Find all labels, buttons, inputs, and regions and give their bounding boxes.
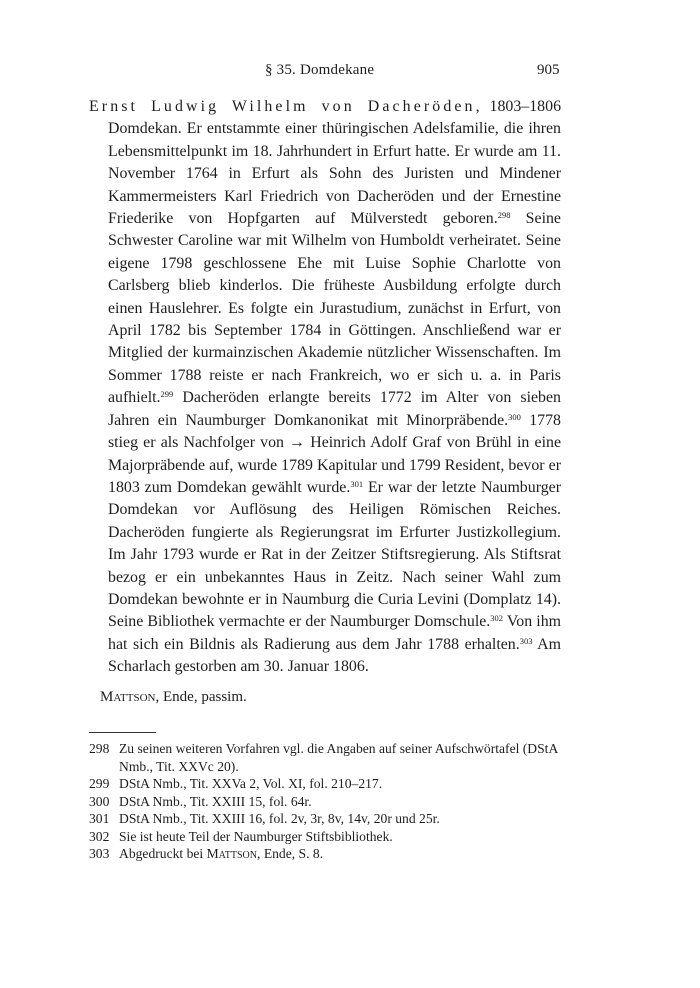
entry-text: Dacheröden erlangte bereits 1772 im Alter von sieben Jahren ein Naumburger Domkanonikat mit Minorpräbende. (108, 389, 561, 429)
footnote-number: 302 (89, 828, 110, 844)
footnote-number: 301 (89, 811, 110, 826)
entry-text: Seine Schwester Caroline war mit Wilhelm von Humboldt verheiratet. Seine eigene 1798 geschlossene Ehe mit Luise Sophie Charlotte von Carlsberg blieb kinderlos. Die früheste Ausbildung erfolgte durch einen Hauslehrer. Es folgte ein Jurastudium, zunächst in Erfurt, von April 1782 bis September 1784 in Göttingen. Anschließend war er Mitglied der kurmainzischen Akademie nützlicher Wissenschaften. Im Sommer 1788 reiste er nach Frankreich, wo er sich u. a. in Paris aufhielt. (108, 210, 561, 407)
footnote-ref[interactable]: 301 (350, 478, 364, 489)
footnote-ref[interactable]: 303 (519, 635, 533, 646)
footnote (89, 793, 569, 811)
footnote (89, 845, 569, 863)
entry-text: 1778 stieg er als Nachfolger von → Heinrich Adolf Graf von Brühl in eine Majorpräbende auf, wurde 1789 Kapitular und 1799 Resident, bevor er 1803 zum Domdekan gewählt wurde. (108, 411, 561, 496)
footnote-text: DStA Nmb., Tit. XXIII 16, fol. 2v, 3r, 8v, 14v, 20r und 25r. (119, 811, 440, 826)
footnote (89, 810, 569, 828)
footnote-ref[interactable]: 299 (160, 389, 174, 400)
citation-author: Mattson (100, 688, 156, 705)
footnote-text: DStA Nmb., Tit. XXIII 15, fol. 64r. (119, 793, 312, 809)
footnote-text: , Ende, S. 8. (257, 846, 324, 861)
main-text (89, 96, 561, 708)
footnote-author: Mattson (206, 846, 258, 861)
footnote (89, 775, 569, 793)
entry-text: Er war der letzte Naumburger Domdekan vor Auflösung des Heiligen Römischen Reiches. Dacheröden fungierte als Regierungsrat im Erfurter Justizkollegium. Im Jahr 1793 wurde er Rat in der Zeitzer Stiftsregierung. Als Stiftsrat bezog er ein unbekanntes Haus in Zeitz. Nach seiner Wahl zum Domdekan bewohnte er in Naumburg die Curia Levini (Domplatz 14). Seine Bibliothek vermachte er der Naumburger Domschule. (108, 478, 561, 631)
footnote-ref[interactable]: 298 (497, 210, 511, 221)
section-title: § 35. Domdekane (265, 62, 375, 78)
footnote-number: 303 (89, 846, 110, 861)
biography-entry (89, 96, 561, 679)
footnote (89, 740, 569, 775)
footnote-text: Zu seinen weiteren Vorfahren vgl. die Angaben auf seiner Aufschwörtafel (DStA Nmb., Tit. XXVc 20). (119, 741, 558, 774)
literature-citation (89, 686, 561, 708)
footnote-ref[interactable]: 302 (490, 613, 504, 624)
running-header (0, 60, 700, 84)
entry-text: , 1803–1806 Domdekan. Er entstammte einer thüringischen Adelsfamilie, die ihren Lebensmittelpunkt im 18. Jahrhundert in Erfurt hatte. Er wurde am 11. November 1764 in Erfurt als Sohn des Juristen und Mindener Kammermeisters Karl Friedrich von Dacheröden und der Ernestine Friederike von Hopfgarten auf Mülverstedt geboren. (108, 98, 562, 228)
footnote-text: DStA Nmb., Tit. XXVa 2, Vol. XI, fol. 210–217. (119, 776, 383, 791)
footnote-number: 300 (89, 793, 110, 809)
footnote (89, 828, 569, 846)
entry-text: Von ihm hat sich ein Bildnis als Radierung aus dem Jahr 1788 erhalten. (108, 613, 561, 653)
citation-text: , Ende, passim. (155, 688, 247, 705)
page-number: 905 (537, 62, 560, 78)
footnote-divider (89, 732, 156, 733)
footnote-number: 298 (89, 741, 110, 756)
footnote-text: Sie ist heute Teil der Naumburger Stiftsbibliothek. (119, 828, 393, 844)
footnote-number: 299 (89, 776, 110, 791)
entry-text: Am Scharlach gestorben am 30. Januar 1806. (108, 635, 562, 676)
footnote-text: Abgedruckt bei (119, 846, 207, 861)
footnote-ref[interactable]: 300 (508, 411, 521, 422)
footnotes (89, 740, 569, 863)
person-name: Ernst Ludwig Wilhelm von Dacheröden (89, 98, 476, 115)
